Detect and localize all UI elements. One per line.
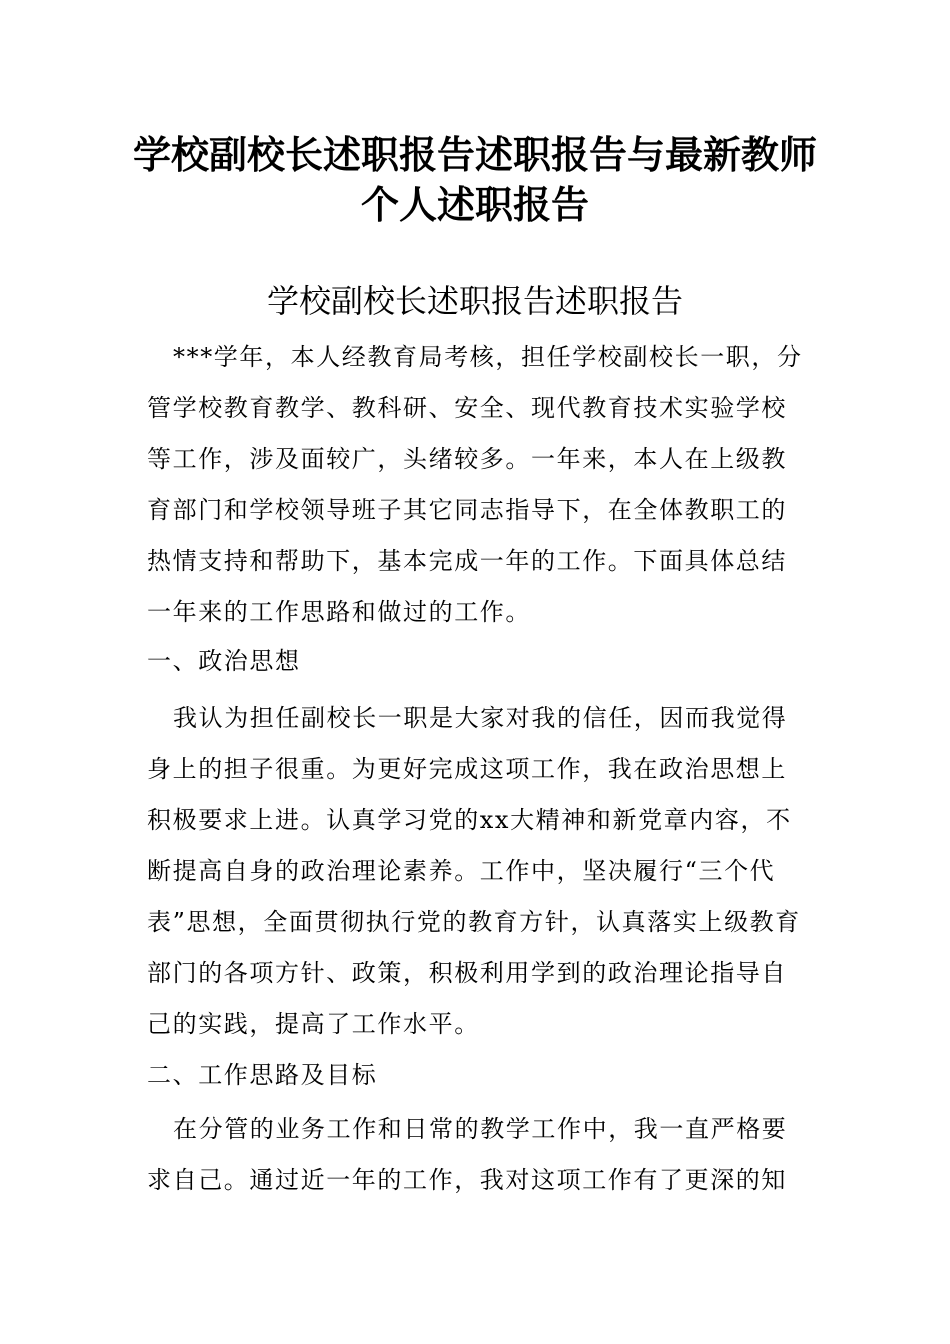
section-heading-goals: 二、工作思路及目标	[147, 1061, 378, 1089]
paragraph-goals: 在分管的业务工作和日常的教学工作中，我一直严格要求自己。通过近一年的工作，我对这项工作有了更深的知	[147, 1115, 788, 1194]
document-title: 学校副校长述职报告述职报告与最新教师个人述职报告	[132, 132, 817, 227]
paragraph-political: 我认为担任副校长一职是大家对我的信任，因而我觉得身上的担子很重。为更好完成这项工作，我在政治思想上积极要求上进。认真学习党的xx大精神和新党章内容，不断提高自身的政治理论素养。工作中，坚决履行“三个代表”思想，全面贯彻执行党的教育方针，认真落实上级教育部门的各项方针、政策，积极利用学到的政治理论指导自己的实践，提高了工作水平。	[147, 704, 801, 1038]
document-subtitle: 学校副校长述职报告述职报告	[266, 282, 683, 320]
section-heading-political: 一、政治思想	[147, 647, 301, 675]
paragraph-intro: ***学年，本人经教育局考核，担任学校副校长一职，分管学校教育教学、教科研、安全、现代教育技术实验学校等工作，涉及面较广，头绪较多。一年来，本人在上级教育部门和学校领导班子其它同志指导下，在全体教职工的热情支持和帮助下，基本完成一年的工作。下面具体总结一年来的工作思路和做过的工作。	[147, 343, 803, 626]
